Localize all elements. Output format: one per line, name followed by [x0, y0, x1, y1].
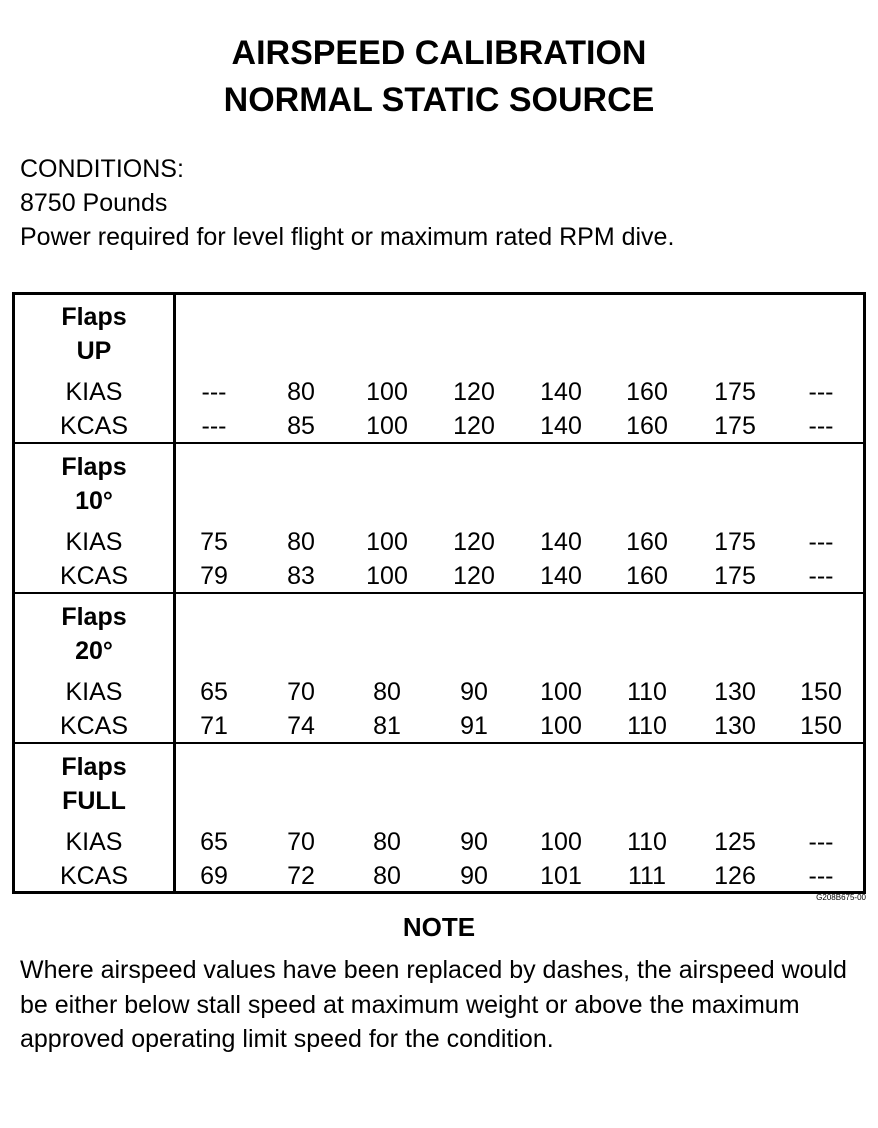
kias-value: --- [808, 528, 834, 556]
flaps-label: Flaps [61, 603, 127, 631]
page-title-line1: AIRSPEED CALIBRATION [231, 34, 647, 72]
note-title: NOTE [402, 912, 476, 942]
kcas-label: KCAS [59, 412, 129, 440]
kias-value: 70 [287, 678, 315, 706]
kias-value: --- [201, 378, 227, 406]
kias-value: 175 [714, 528, 756, 556]
kcas-value: 81 [373, 712, 401, 740]
flaps-group-full [15, 745, 863, 895]
kias-value: 160 [626, 528, 668, 556]
kcas-value: 83 [287, 562, 315, 590]
kias-value: 110 [627, 678, 667, 706]
kias-value: 65 [200, 678, 228, 706]
kias-value: 75 [200, 528, 228, 556]
kias-label: KIAS [65, 378, 123, 406]
kcas-value: 85 [287, 412, 315, 440]
kias-value: 120 [453, 378, 495, 406]
kcas-value: --- [201, 412, 227, 440]
kias-value: 100 [366, 378, 408, 406]
flaps-setting: FULL [62, 787, 126, 815]
kcas-value: 140 [540, 562, 582, 590]
kias-value: 80 [287, 528, 315, 556]
kcas-value: 74 [287, 712, 315, 740]
kcas-value: 80 [373, 862, 401, 890]
kias-value: 70 [287, 828, 315, 856]
kcas-value: --- [808, 862, 834, 890]
kias-label: KIAS [65, 528, 123, 556]
flaps-label: Flaps [61, 453, 127, 481]
kcas-value: 100 [540, 712, 582, 740]
kcas-value: 130 [714, 712, 756, 740]
kias-value: 110 [627, 828, 667, 856]
kcas-value: 79 [200, 562, 228, 590]
figure-code: G208B675-00 [816, 893, 866, 902]
kias-value: 120 [453, 528, 495, 556]
flaps-setting: 20° [75, 637, 113, 665]
kcas-value: --- [808, 412, 834, 440]
kias-value: 125 [714, 828, 756, 856]
kias-value: --- [808, 828, 834, 856]
flaps-group-20 [15, 595, 863, 745]
kcas-value: 100 [366, 562, 408, 590]
kias-value: 130 [714, 678, 756, 706]
kcas-value: 126 [714, 862, 756, 890]
kias-value: 140 [540, 528, 582, 556]
conditions-heading: CONDITIONS: [20, 155, 184, 183]
kcas-value: 110 [627, 712, 667, 740]
kcas-value: 160 [626, 562, 668, 590]
kias-value: 80 [373, 828, 401, 856]
flaps-label: Flaps [61, 303, 127, 331]
kias-value: 90 [460, 828, 488, 856]
kcas-value: 120 [453, 412, 495, 440]
kias-value: 100 [540, 678, 582, 706]
flaps-setting: 10° [75, 487, 113, 515]
kcas-value: 175 [714, 412, 756, 440]
kcas-value: 160 [626, 412, 668, 440]
kcas-label: KCAS [59, 562, 129, 590]
kias-value: 175 [714, 378, 756, 406]
kias-value: 90 [460, 678, 488, 706]
kcas-value: 91 [460, 712, 488, 740]
kias-value: 160 [626, 378, 668, 406]
conditions-weight: 8750 Pounds [20, 189, 168, 217]
kcas-value: --- [808, 562, 834, 590]
kcas-value: 111 [627, 862, 666, 890]
kcas-value: 90 [460, 862, 488, 890]
kias-label: KIAS [65, 828, 123, 856]
kcas-value: 150 [800, 712, 842, 740]
kias-value: 65 [200, 828, 228, 856]
conditions-power: Power required for level flight or maximum rated RPM dive. [20, 223, 675, 251]
kcas-value: 101 [540, 862, 582, 890]
note-body: Where airspeed values have been replaced by dashes, the airspeed would be either below stall speed at maximum weight or above the maximum approved operating limit speed for the condition. [20, 956, 847, 1053]
kcas-value: 100 [366, 412, 408, 440]
kcas-value: 71 [200, 712, 228, 740]
kcas-value: 140 [540, 412, 582, 440]
kias-value: 100 [540, 828, 582, 856]
kias-value: 150 [800, 678, 842, 706]
flaps-group-10 [15, 445, 863, 595]
flaps-group-up [15, 295, 863, 445]
kcas-value: 72 [287, 862, 315, 890]
flaps-setting: UP [76, 337, 112, 365]
airspeed-calibration-table [12, 292, 866, 894]
kcas-label: KCAS [59, 712, 129, 740]
page-title-line2: NORMAL STATIC SOURCE [223, 81, 655, 119]
kcas-value: 175 [714, 562, 756, 590]
kias-value: 100 [366, 528, 408, 556]
kcas-value: 120 [453, 562, 495, 590]
kias-value: 140 [540, 378, 582, 406]
kias-value: 80 [373, 678, 401, 706]
kias-label: KIAS [65, 678, 123, 706]
kcas-label: KCAS [59, 862, 129, 890]
kias-value: 80 [287, 378, 315, 406]
kias-value: --- [808, 378, 834, 406]
flaps-label: Flaps [61, 753, 127, 781]
kcas-value: 69 [200, 862, 228, 890]
